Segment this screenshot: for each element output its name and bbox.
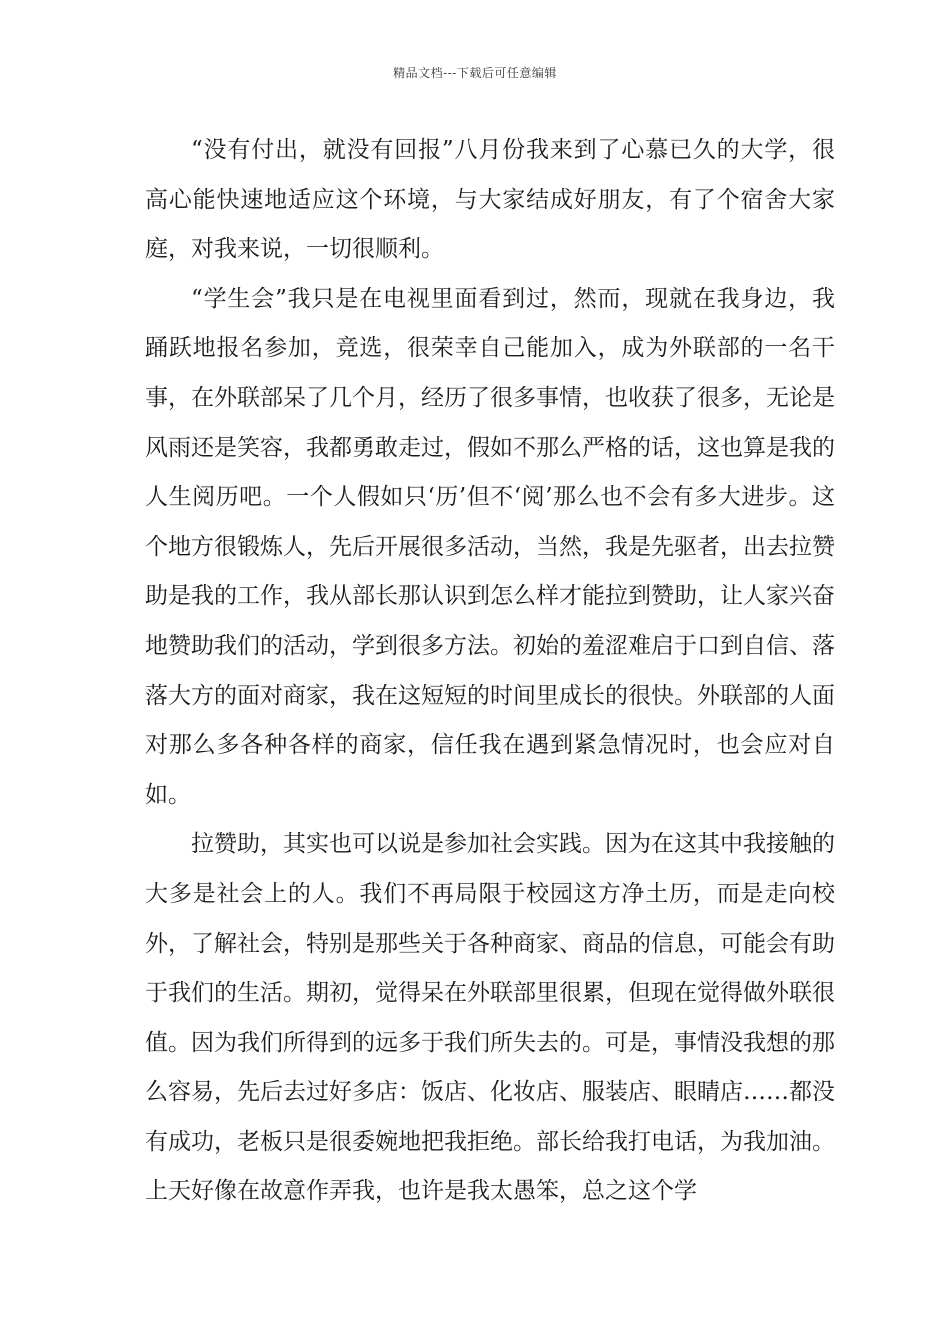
document-body (145, 126, 835, 1217)
paragraph-3: 拉赞助，其实也可以说是参加社会实践。因为在这其中我接触的大多是社会上的人。我们不再局限于校园这方净土历，而是走向校外，了解社会，特别是那些关于各种商家、商品的信息，可能会有助于我们的生活。期初，觉得呆在外联部里很累，但现在觉得做外联很值。因为我们所得到的远多于我们所失去的。可是，事情没我想的那么容易，先后去过好多店：饭店、化妆店、服装店、眼睛店……都没有成功，老板只是很委婉地把我拒绝。部长给我打电话，为我加油。上天好像在故意作弄我，也许是我太愚笨，总之这个学 (145, 831, 835, 1205)
paragraph-2: “学生会”我只是在电视里面看到过，然而，现就在我身边，我踊跃地报名参加，竞选，很荣幸自己能加入，成为外联部的一名干事，在外联部呆了几个月，经历了很多事情，也收获了很多，无论是风雨还是笑容，我都勇敢走过，假如不那么严格的话，这也算是我的人生阅历吧。一个人假如只‘历’但不‘阅’那么也不会有多大进步。这个地方很锻炼人，先后开展很多活动，当然，我是先驱者，出去拉赞助是我的工作，我从部长那认识到怎么样才能拉到赞助，让人家兴奋地赞助我们的活动，学到很多方法。初始的羞涩难启于口到自信、落落大方的面对商家，我在这短短的时间里成长的很快。外联部的人面对那么多各种各样的商家，信任我在遇到紧急情况时，也会应对自如。 (145, 285, 835, 808)
paragraph-1: “没有付出，就没有回报”八月份我来到了心慕已久的大学，很高心能快速地适应这个环境，与大家结成好朋友，有了个宿舍大家庭，对我来说，一切很顺利。 (145, 137, 835, 263)
page-header: 精品文档---下载后可任意编辑 (393, 66, 557, 80)
